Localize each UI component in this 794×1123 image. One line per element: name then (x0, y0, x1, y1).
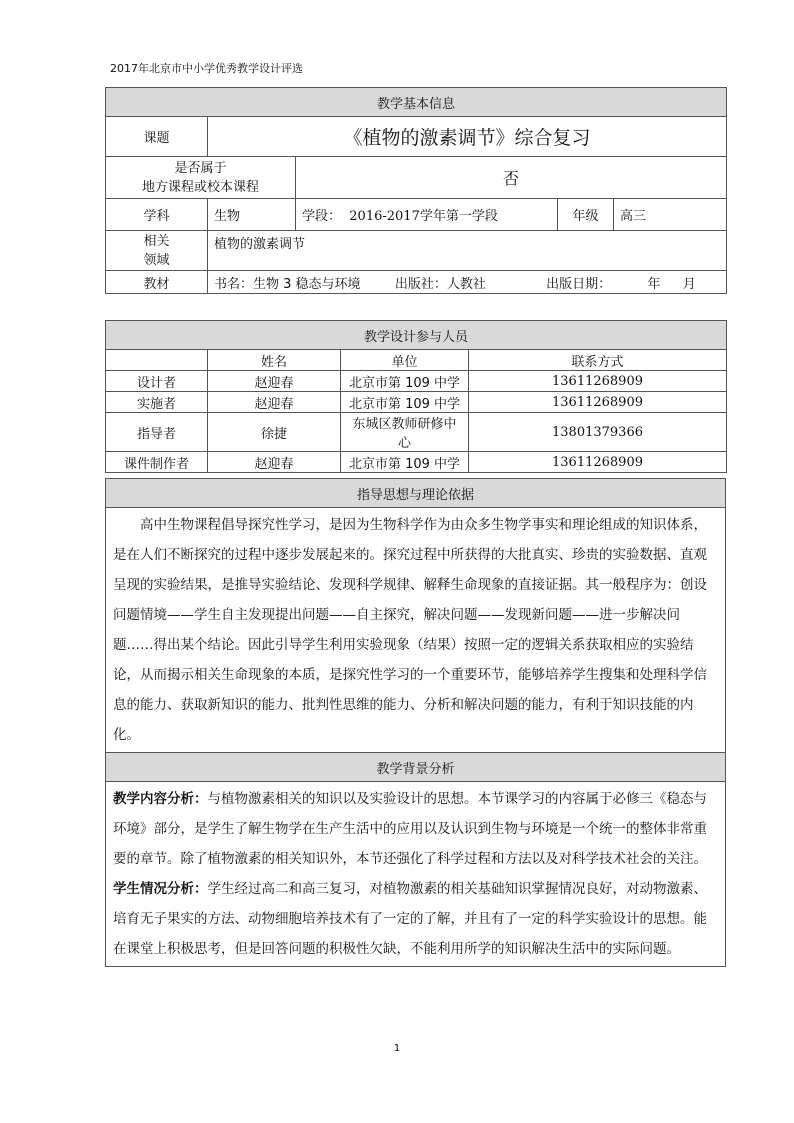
student-analysis-label: 学生情况分析： (113, 881, 208, 897)
table-row (106, 413, 727, 452)
local-course-label-line2: 地方课程或校本课程 (141, 179, 259, 195)
textbook-label: 教材 (106, 271, 208, 294)
contact-cell: 13611268909 (469, 452, 727, 473)
content-analysis-text: 与植物激素相关的知识以及实验设计的思想。本节课学习的内容属于必修三《稳态与环境》部分，是学生了解生物学在生产生活中的应用以及认识到生物与环境是一个统一的整体非常重要的章节。除了植物激素的相关知识外，本节还强化了科学过程和方法以及对科学技术社会的关注。 (113, 791, 707, 867)
field-label-line1: 相关 (143, 233, 170, 249)
publisher-value: 人教社 (446, 276, 486, 292)
background-content (106, 782, 726, 967)
local-course-label (106, 157, 296, 199)
course-label: 课题 (106, 117, 208, 157)
analysis-table (105, 478, 726, 967)
basic-info-title: 教学基本信息 (106, 88, 727, 117)
textbook-details (208, 271, 727, 294)
stage-label: 学段： (302, 209, 342, 224)
unit-cell: 东城区教师研修中心 (341, 413, 469, 452)
contact-cell: 13611268909 (469, 392, 727, 413)
name-cell: 赵迎春 (208, 392, 341, 413)
participants-table (105, 320, 727, 473)
page-number: 1 (393, 1043, 401, 1054)
guidance-text: 高中生物课程倡导探究性学习，是因为生物科学作为由众多生物学事实和理论组成的知识体系，是在人们不断探究的过程中逐步发展起来的。探究过程中所获得的大批真实、珍贵的实验数据、直观呈现的实验结果，是推导实验结论、发现科学规律、解释生命现象的直接证据。其一般程序为：创设问题情境——学生自主发现提出问题——自主探究，解决问题——发现新问题——进一步解决问题……得出某个结论。因此引导学生利用实验现象（结果）按照一定的逻辑关系获取相应的实验结论，从而揭示相关生命现象的本质，是探究性学习的一个重要环节，能够培养学生搜集和处理科学信息的能力、获取新知识的能力、批判性思维的能力、分析和解决问题的能力，有利于知识技能的内化。 (106, 508, 726, 753)
field-label (106, 231, 208, 271)
contact-cell: 13801379366 (469, 413, 727, 452)
course-value: 《植物的激素调节》综合复习 (208, 117, 727, 157)
background-title: 教学背景分析 (106, 753, 726, 782)
column-header: 姓名 (208, 350, 341, 371)
name-cell: 赵迎春 (208, 371, 341, 392)
content-analysis (113, 784, 718, 874)
date-label: 出版日期： (546, 276, 612, 292)
table-row (106, 392, 727, 413)
role-cell: 实施者 (106, 392, 208, 413)
local-course-label-line1: 是否属于 (174, 160, 227, 176)
field-label-line2: 领域 (143, 252, 170, 268)
book-label: 书名： (214, 276, 254, 292)
role-cell: 指导者 (106, 413, 208, 452)
document-header: 2017年北京市中小学优秀教学设计评选 (110, 62, 303, 75)
grade-label: 年级 (558, 199, 614, 231)
field-value: 植物的激素调节 (208, 231, 727, 271)
month-label: 月 (682, 276, 696, 292)
contact-cell: 13611268909 (469, 371, 727, 392)
publisher-label: 出版社： (394, 276, 447, 292)
stage-value: 2016-2017学年第一学段 (349, 209, 498, 224)
content-analysis-label: 教学内容分析： (113, 791, 208, 807)
name-cell: 赵迎春 (208, 452, 341, 473)
local-course-value: 否 (296, 157, 727, 199)
unit-cell: 北京市第 109 中学 (341, 371, 469, 392)
student-analysis-text: 学生经过高二和高三复习，对植物激素的相关基础知识掌握情况良好，对动物激素、 培育无子果实的方法、动物细胞培养技术有了一定的了解，并且有了一定的科学实验设计的思想。能在课堂上积极思考，但是回答问题的积极性欠缺，不能利用所学的知识解决生活中的实际问题。 (113, 881, 714, 957)
grade-value: 高三 (614, 199, 727, 231)
unit-cell: 北京市第 109 中学 (341, 452, 469, 473)
column-header: 联系方式 (469, 350, 727, 371)
column-header: 单位 (341, 350, 469, 371)
name-cell: 徐捷 (208, 413, 341, 452)
participants-title: 教学设计参与人员 (106, 321, 727, 350)
table-row (106, 371, 727, 392)
subject-label: 学科 (106, 199, 208, 231)
year-label: 年 (647, 276, 661, 292)
stage-cell (296, 199, 558, 231)
subject-value: 生物 (208, 199, 296, 231)
role-cell: 课件制作者 (106, 452, 208, 473)
student-analysis (113, 874, 718, 964)
role-cell: 设计者 (106, 371, 208, 392)
book-value: 生物 3 稳态与环境 (253, 276, 361, 292)
basic-info-table (105, 87, 727, 294)
guidance-title: 指导思想与理论依据 (106, 479, 726, 508)
unit-cell: 北京市第 109 中学 (341, 392, 469, 413)
table-row (106, 452, 727, 473)
column-header (106, 350, 208, 371)
